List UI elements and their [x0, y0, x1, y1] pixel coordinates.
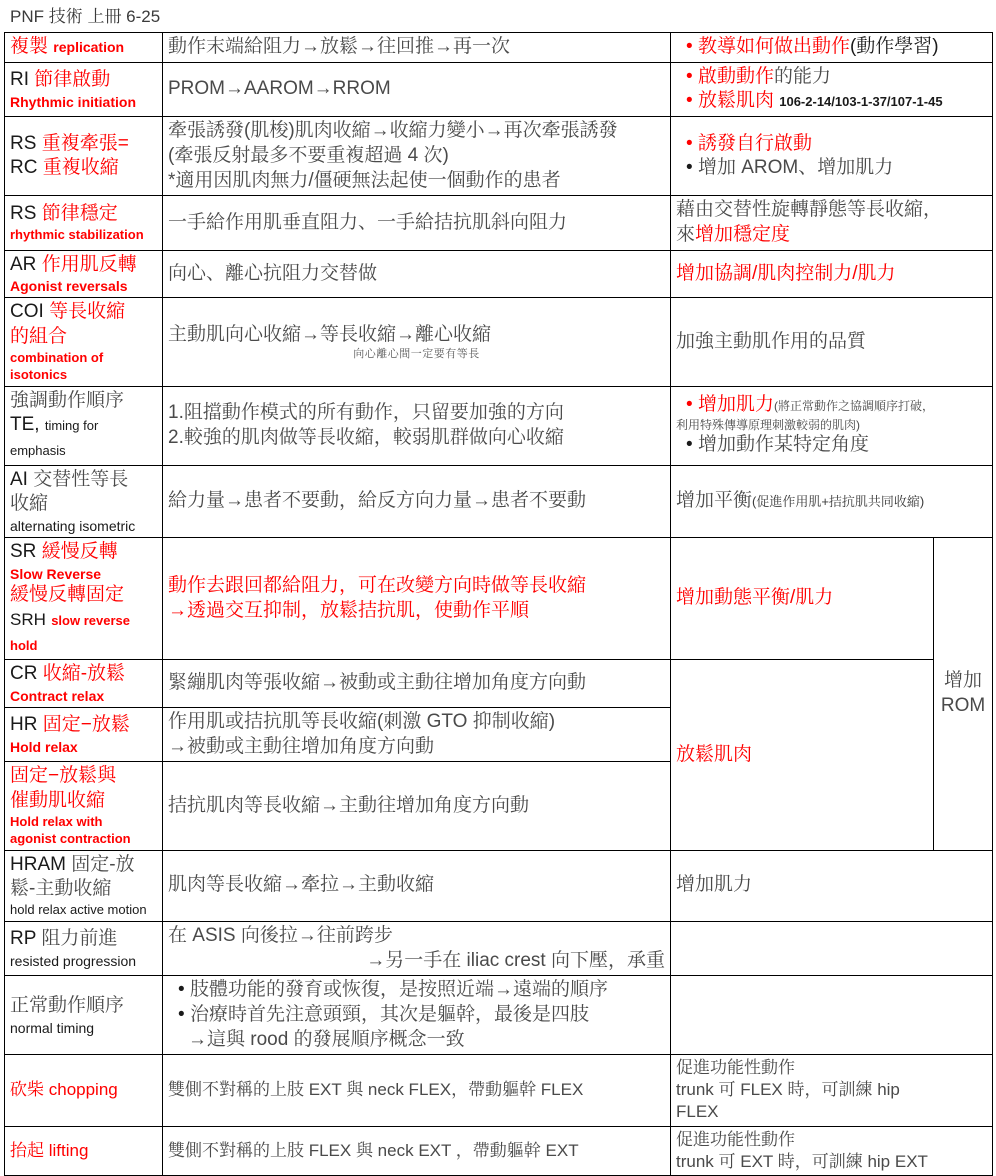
term-cell-contract-relax	[5, 660, 163, 708]
effect-text: 增加動作某特定角度	[697, 434, 869, 456]
term-abbr-2: RC	[10, 157, 38, 179]
table-row	[5, 196, 993, 250]
term-abbr: AR	[10, 253, 37, 275]
term-cell-replication	[5, 33, 163, 63]
effect-text: 增加 AROM、增加肌力	[697, 157, 894, 179]
term-en: alternating isometric	[10, 518, 136, 535]
rom-line-1: 增加	[944, 670, 983, 692]
term-zh-2: 的組合	[10, 326, 68, 348]
desc-line: →透過交互抑制，放鬆拮抗肌，使動作平順	[168, 599, 530, 621]
desc-cell-alternating-isometric	[163, 465, 671, 538]
desc-line: 緊繃肌肉等張收縮→被動或主動往增加角度方向動	[168, 672, 587, 694]
effect-line: FLEX	[676, 1102, 719, 1122]
term-abbr: RP	[10, 928, 37, 950]
term-zh-2: 鬆-主動收縮	[10, 878, 112, 900]
effect-text: 放鬆肌肉	[697, 90, 774, 112]
desc-line: (牽張反射最多不要重複超過 4 次)	[168, 144, 449, 166]
term-en: combination of isotonics	[10, 349, 104, 382]
term-en: lifting	[48, 1140, 89, 1160]
desc-cell-slow-reverse	[163, 538, 671, 660]
table-row	[5, 1055, 993, 1126]
term-cell-repeated-stretch	[5, 117, 163, 196]
table-row	[5, 62, 993, 116]
effect-cell-lifting	[671, 1126, 993, 1175]
table-row	[5, 538, 993, 660]
term-zh: 收縮-放鬆	[42, 663, 126, 685]
term-cell-combination-of-isotonics	[5, 298, 163, 386]
term-cell-normal-timing	[5, 976, 163, 1055]
term-en: normal timing	[10, 1019, 95, 1036]
term-zh: 節律啟動	[34, 69, 111, 91]
term-zh-2: 收縮	[10, 493, 49, 515]
effect-cell-agonist-reversals	[671, 250, 993, 298]
effect-text: 誘發自行啟動	[697, 132, 812, 154]
effect-suffix: 的能力	[773, 65, 831, 87]
desc-cell-rhythmic-stabilization	[163, 196, 671, 250]
desc-line: 作用肌或拮抗肌等長收縮(刺激 GTO 抑制收縮)	[168, 711, 556, 733]
table-row	[5, 465, 993, 538]
desc-line: 雙側不對稱的上肢 FLEX 與 neck EXT ，帶動軀幹 EXT	[168, 1140, 579, 1160]
effect-cell-timing-for-emphasis	[671, 386, 993, 465]
term-cell-hold-relax	[5, 708, 163, 762]
desc-line: 1.阻擋動作模式的所有動作，只留要加強的方向	[168, 401, 564, 423]
desc-line: 牽張誘發(肌梭)肌肉收縮→收縮力變小→再次牽張誘發	[168, 120, 618, 142]
term-zh-2: 緩慢反轉固定	[10, 584, 125, 606]
desc-line: 動作去跟回都給阻力，可在改變方向時做等長收縮	[168, 575, 587, 597]
term-cell-slow-reverse	[5, 538, 163, 660]
desc-footnote: 向心離心間一定要有等長	[353, 348, 480, 361]
effect-line: 促進功能性動作	[676, 1129, 795, 1149]
desc-line: 在 ASIS 向後拉→往前跨步	[168, 924, 393, 946]
desc-cell-resisted-progression	[163, 921, 671, 975]
effect-suffix: (促進作用肌+拮抗肌共同收縮)	[752, 494, 925, 510]
effect-cell-slow-reverse	[671, 538, 934, 660]
term-abbr: COI	[10, 301, 44, 323]
term-cell-chopping	[5, 1055, 163, 1126]
effect-text: 增加肌力	[697, 394, 774, 416]
term-abbr: RS	[10, 132, 37, 154]
effect-line: 放鬆肌肉	[676, 743, 753, 765]
term-cell-lifting	[5, 1126, 163, 1175]
term-zh-2: 重複收縮	[42, 157, 119, 179]
term-en-full: timing for emphasis	[10, 418, 99, 458]
desc-cell-chopping	[163, 1055, 671, 1126]
term-zh: 正常動作順序	[10, 994, 125, 1016]
term-en: Rhythmic initiation	[10, 93, 136, 110]
effect-text: 啟動動作	[697, 65, 774, 87]
desc-cell-contract-relax	[163, 660, 671, 708]
term-cell-resisted-progression	[5, 921, 163, 975]
effect-line: trunk 可 FLEX 時，可訓練 hip	[676, 1080, 900, 1100]
term-en: replication	[53, 39, 125, 56]
effect-cell-resisted-progression	[671, 921, 993, 975]
effect-line: 增加協調/肌肉控制力/肌力	[676, 262, 896, 284]
rom-line-2: ROM	[940, 694, 986, 716]
term-abbr: CR	[10, 663, 38, 685]
effect-cell-rhythmic-initiation	[671, 62, 993, 116]
term-cell-rhythmic-stabilization	[5, 196, 163, 250]
table-row	[5, 298, 993, 386]
effect-line: 增加肌力	[676, 874, 753, 896]
exam-reference: 106-2-14/103-1-37/107-1-45	[779, 94, 943, 110]
term-zh: 重複牽張=	[41, 132, 129, 154]
term-abbr: HR	[10, 714, 38, 736]
term-zh: 固定−放鬆與	[10, 765, 117, 787]
desc-cell-replication	[163, 33, 671, 63]
term-cell-alternating-isometric	[5, 465, 163, 538]
effect-suffix: (動作學習)	[849, 36, 939, 58]
term-en: Contract relax	[10, 687, 105, 704]
desc-cell-timing-for-emphasis	[163, 386, 671, 465]
effect-line: 增加平衡	[676, 490, 753, 512]
pnf-technique-table	[4, 32, 993, 1176]
desc-cell-combination-of-isotonics	[163, 298, 671, 386]
term-zh-2: 催動肌收縮	[10, 790, 106, 812]
term-en: Agonist reversals	[10, 278, 128, 295]
table-row	[5, 386, 993, 465]
effect-cell-chopping	[671, 1055, 993, 1126]
desc-cell-hold-relax-agonist-contraction	[163, 762, 671, 850]
effect-cell-relax-muscle-merged	[671, 660, 934, 850]
term-en-2: slow reverse hold	[10, 612, 130, 653]
term-zh: 抬起	[10, 1140, 44, 1160]
desc-cell-normal-timing	[163, 976, 671, 1055]
effect-suffix-2: 利用特殊傳導原理刺激較弱的肌肉)	[676, 417, 860, 432]
term-zh: 固定-放	[71, 853, 135, 875]
effect-line: 增加動態平衡/肌力	[676, 587, 834, 609]
desc-line: 雙側不對稱的上肢 EXT 與 neck FLEX，帶動軀幹 FLEX	[168, 1080, 584, 1100]
effect-line: 促進功能性動作	[676, 1058, 795, 1078]
desc-cell-lifting	[163, 1126, 671, 1175]
term-abbr: TE,	[10, 414, 40, 436]
term-cell-timing-for-emphasis	[5, 386, 163, 465]
desc-line: 向心、離心抗阻力交替做	[168, 262, 378, 284]
desc-line: 肢體功能的發育或恢復，是按照近端→遠端的順序	[189, 979, 608, 1001]
term-abbr-2: SRH	[10, 609, 46, 629]
desc-cell-hold-relax	[163, 708, 671, 762]
desc-cell-agonist-reversals	[163, 250, 671, 298]
effect-cell-repeated-stretch	[671, 117, 993, 196]
table-row	[5, 850, 993, 921]
effect-suffix: (將正常動作之協調順序打破，	[773, 399, 934, 414]
term-en: Hold relax	[10, 739, 78, 755]
table-row	[5, 921, 993, 975]
desc-line: 2.較強的肌肉做等長收縮，較弱肌群做向心收縮	[168, 426, 564, 448]
term-zh: 砍柴	[10, 1080, 44, 1100]
term-abbr: SR	[10, 541, 37, 563]
term-zh: 緩慢反轉	[41, 541, 118, 563]
term-cell-agonist-reversals	[5, 250, 163, 298]
effect-cell-combination-of-isotonics	[671, 298, 993, 386]
term-en: chopping	[48, 1080, 118, 1100]
effect-cell-replication	[671, 33, 993, 63]
term-en: Hold relax with	[10, 813, 103, 829]
desc-line: →被動或主動往增加角度方向動	[168, 735, 435, 757]
term-zh: 複製	[10, 36, 49, 58]
desc-line: 動作末端給阻力→放鬆→往回推→再一次	[168, 36, 511, 58]
term-abbr: HRAM	[10, 853, 66, 875]
term-zh: 固定−放鬆	[42, 714, 130, 736]
table-row	[5, 976, 993, 1055]
term-cell-rhythmic-initiation	[5, 62, 163, 116]
effect-cell-rhythmic-stabilization: 藉由交替性旋轉靜態等長收縮， 來增加穩定度	[671, 196, 993, 250]
term-abbr: RI	[10, 69, 29, 91]
effect-cell-hold-relax-active-motion	[671, 850, 993, 921]
desc-line: 拮抗肌肉等長收縮→主動往增加角度方向動	[168, 794, 530, 816]
rom-merged-cell	[934, 538, 993, 850]
desc-line: 主動肌向心收縮→等長收縮→離心收縮	[168, 323, 492, 345]
term-zh: 交替性等長	[33, 468, 129, 490]
effect-line: trunk 可 EXT 時，可訓練 hip EXT	[676, 1151, 928, 1171]
term-zh: 阻力前進	[41, 928, 118, 950]
term-zh: 作用肌反轉	[41, 253, 137, 275]
table-row	[5, 117, 993, 196]
term-cell-hold-relax-agonist-contraction	[5, 762, 163, 850]
page-title: PNF 技術 上冊 6-25	[10, 7, 161, 26]
desc-line: *適用因肌肉無力/僵硬無法起使一個動作的患者	[168, 169, 561, 191]
desc-cell-repeated-stretch	[163, 117, 671, 196]
desc-cell-rhythmic-initiation	[163, 62, 671, 116]
term-en: Slow Reverse	[10, 565, 102, 582]
term-en: rhythmic stabilization	[10, 226, 144, 242]
desc-line: 給力量→患者不要動，給反方向力量→患者不要動	[168, 490, 587, 512]
desc-line: 一手給作用肌垂直阻力、一手給拮抗肌斜向阻力	[168, 211, 568, 233]
term-cell-hold-relax-active-motion	[5, 850, 163, 921]
table-row	[5, 660, 993, 708]
desc-line: 治療時首先注意頭頸，其次是軀幹，最後是四肢	[189, 1003, 589, 1025]
term-zh: 節律穩定	[41, 203, 118, 225]
term-en: hold relax active motion	[10, 901, 147, 917]
effect-cell-alternating-isometric	[671, 465, 993, 538]
table-row	[5, 33, 993, 63]
term-abbr: AI	[10, 468, 28, 490]
effect-text: 教導如何做出動作	[697, 36, 850, 58]
desc-line: PROM→AAROM→RROM	[168, 78, 391, 100]
desc-line: →另一手在 iliac crest 向下壓，承重	[366, 949, 665, 971]
term-zh: 等長收縮	[49, 301, 126, 323]
table-row	[5, 1126, 993, 1175]
term-zh: 強調動作順序	[10, 389, 125, 411]
effect-cell-normal-timing	[671, 976, 993, 1055]
term-en-2: agonist contraction	[10, 830, 131, 846]
term-abbr: RS	[10, 203, 37, 225]
desc-line-tail: →這與 rood 的發展順序概念一致	[188, 1028, 465, 1050]
term-en: resisted progression	[10, 952, 137, 969]
effect-line-red: 增加穩定度	[695, 223, 791, 245]
effect-line: 藉由交替性旋轉靜態等長收縮，	[676, 199, 943, 221]
desc-cell-hold-relax-active-motion	[163, 850, 671, 921]
effect-line: 加強主動肌作用的品質	[676, 330, 867, 352]
table-row	[5, 250, 993, 298]
desc-line: 肌肉等長收縮→牽拉→主動收縮	[168, 874, 435, 896]
